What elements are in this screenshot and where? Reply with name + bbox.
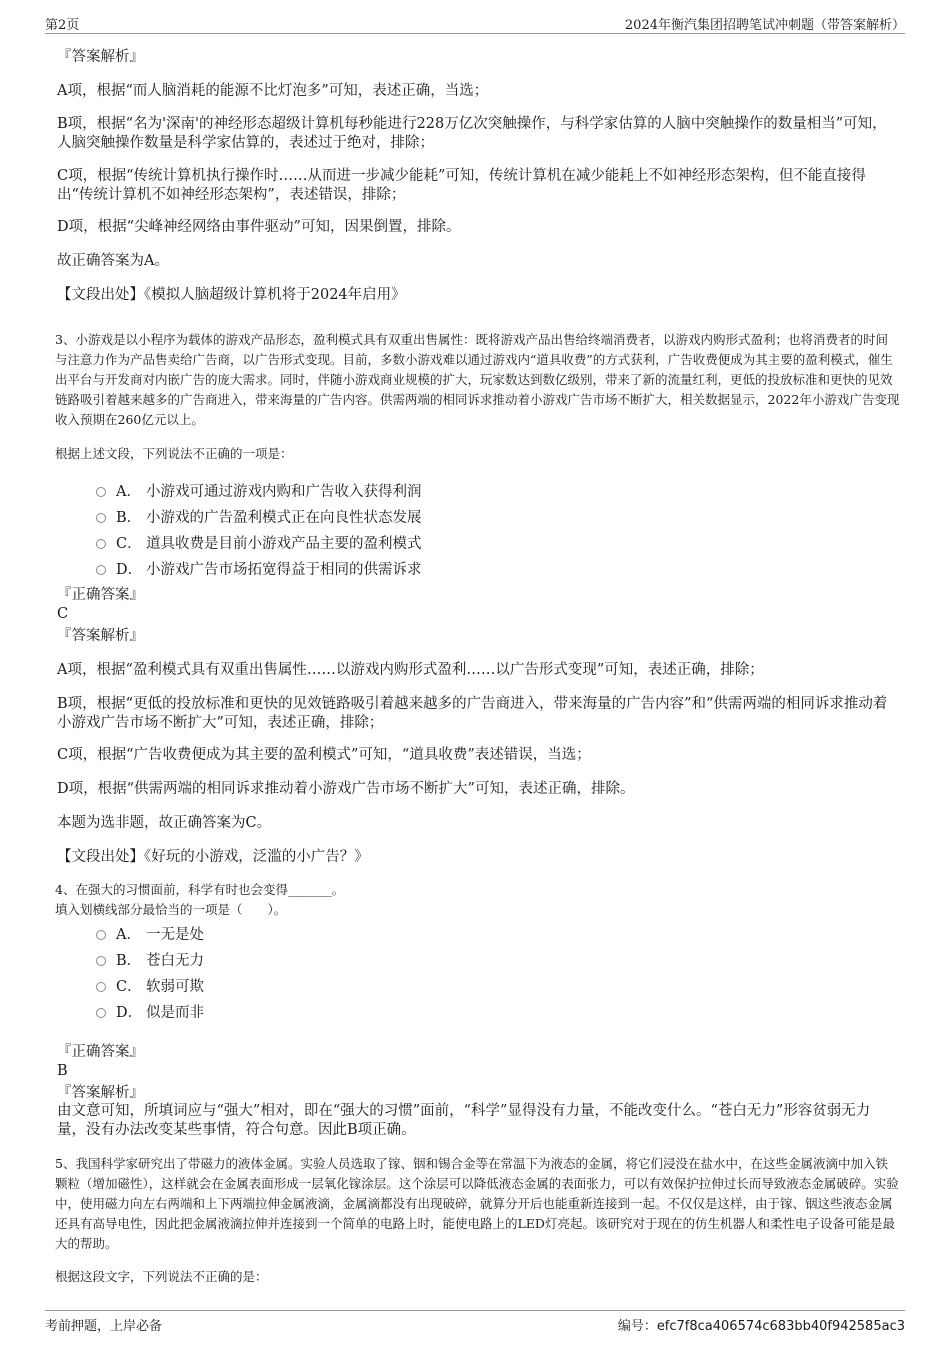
q4-option-c[interactable] (96, 974, 204, 996)
option-letter: D． (116, 561, 143, 578)
q4-answer: B (57, 1063, 68, 1079)
page-footer (45, 1310, 905, 1336)
document-code: 编号：efc7f8ca406574c683bb40f942585ac3 (617, 1319, 905, 1334)
q3-answer: C (57, 606, 69, 622)
q2-analysis-b: B项，根据“名为'深南'的神经形态超级计算机每秒能进行228万亿次突触操作，与科学家估算的人脑中突触操作的数量相当”可知，人脑突触操作数量是科学家估算的，表述过于绝对，排除； (57, 116, 887, 151)
radio-icon[interactable] (96, 565, 106, 575)
option-letter: A． (116, 483, 141, 500)
q2-source: 【文段出处】《模拟人脑超级计算机将于2024年启用》 (57, 287, 406, 303)
q3-option-a[interactable] (96, 479, 422, 501)
document-title: 2024年衡汽集团招聘笔试冲刺题（带答案解析） (624, 18, 905, 33)
radio-icon[interactable] (96, 539, 106, 549)
radio-icon[interactable] (96, 956, 106, 966)
option-letter: C． (116, 978, 142, 995)
q3-option-d[interactable] (96, 557, 422, 579)
q3-conclusion: 本题为选非题，故正确答案为C。 (57, 815, 272, 831)
option-text: 小游戏广告市场拓宽得益于相同的供需诉求 (146, 561, 422, 578)
q5-stem: 5、我国科学家研究出了带磁力的液体金属。实验人员选取了镓、铟和锡合金等在常温下为液态的金属，将它们浸没在盐水中，在这些金属液滴中加入铁颗粒（增加磁性），这样就会在金属表面形成一层氧化镓涂层。这个涂层可以降低液态金属的表面张力，可以有效保护拉伸过长而导致液态金属破碎。实验中，使用磁力向左右两端和上下两端拉伸金属液滴，金属滴都没有出现破碎，就算分开后也能重新连接到一起。不仅仅是这样，由于镓、铟这些液态金属还具有高导电性，因此把金属液滴拉伸并连接到一个简单的电路上时，能使电路上的LED灯亮起。该研究对于现在的仿生机器人和柔性电子设备可能是最大的帮助。 (55, 1156, 899, 1251)
q3-source: 【文段出处】《好玩的小游戏，泛滥的小广告？》 (57, 849, 369, 865)
q2-analysis-a: A项，根据“而人脑消耗的能源不比灯泡多”可知，表述正确，当选； (57, 83, 489, 99)
q4-option-d[interactable] (96, 1000, 204, 1022)
q3-analysis-c: C项，根据“广告收费便成为其主要的盈利模式”可知，“道具收费”表述错误，当选； (57, 747, 591, 763)
q2-analysis-d: D项，根据“尖峰神经网络由事件驱动”可知，因果倒置，排除。 (57, 219, 461, 235)
option-letter: D． (116, 1004, 143, 1021)
q4-answer-label: 『正确答案』 (57, 1044, 144, 1060)
q3-analysis-d: D项，根据“供需两端的相同诉求推动着小游戏广告市场不断扩大”可知，表述正确，排除。 (57, 781, 635, 797)
option-letter: B． (116, 952, 142, 969)
q3-analysis-b: B项，根据“更低的投放标准和更快的见效链路吸引着越来越多的广告商进入，带来海量的广告内容”和“供需两端的相同诉求推动着小游戏广告市场不断扩大”可知，表述正确，排除； (57, 696, 888, 731)
q3-analysis-label: 『答案解析』 (57, 628, 144, 644)
q4-option-b[interactable] (96, 948, 204, 970)
q3-option-b[interactable] (96, 505, 422, 527)
q2-conclusion: 故正确答案为A。 (57, 253, 169, 269)
option-text: 似是而非 (146, 1004, 204, 1021)
q3-stem: 3、小游戏是以小程序为载体的游戏产品形态，盈利模式具有双重出售属性：既将游戏产品出售给终端消费者，以游戏内购形式盈利；也将消费者的时间与注意力作为产品售卖给广告商，以广告形式变现。目前，多数小游戏难以通过游戏内“道具收费”的方式获利，广告收费便成为其主要的盈利模式，催生出平台与开发商对内嵌广告的庞大需求。同时，伴随小游戏商业规模的扩大，玩家数达到数亿级别，带来了新的流量红利，更低的投放标准和更快的见效链路吸引着越来越多的广告商进入，带来海量的广告内容。供需两端的相同诉求推动着小游戏广告市场不断扩大，相关数据显示，2022年小游戏广告变现收入预期在260亿元以上。 (55, 332, 900, 427)
q4-analysis-label: 『答案解析』 (57, 1085, 144, 1101)
radio-icon[interactable] (96, 1008, 106, 1018)
q2-analysis-label: 『答案解析』 (57, 49, 144, 65)
footer-slogan: 考前押题，上岸必备 (45, 1319, 163, 1334)
option-letter: C． (116, 535, 142, 552)
q4-prompt: 填入划横线部分最恰当的一项是（ ）。 (55, 902, 287, 917)
q3-option-c[interactable] (96, 531, 422, 553)
q4-stem: 4、在强大的习惯面前，科学有时也会变得_______。 (55, 882, 345, 897)
q3-analysis-a: A项，根据“盈利模式具有双重出售属性……以游戏内购形式盈利……以广告形式变现”可知，表述正确，排除； (57, 662, 764, 678)
q2-analysis-c: C项，根据“传统计算机执行操作时……从而进一步减少能耗”可知，传统计算机在减少能耗上不如神经形态架构，但不能直接得出“传统计算机不如神经形态架构”，表述错误，排除； (57, 168, 866, 203)
option-text: 软弱可欺 (146, 978, 204, 995)
option-text: 一无是处 (146, 926, 204, 943)
option-text: 小游戏的广告盈利模式正在向良性状态发展 (146, 509, 422, 526)
option-text: 苍白无力 (146, 952, 204, 969)
page-header (45, 12, 905, 34)
q4-option-a[interactable] (96, 922, 204, 944)
radio-icon[interactable] (96, 487, 106, 497)
option-letter: B． (116, 509, 142, 526)
radio-icon[interactable] (96, 982, 106, 992)
q4-analysis: 由文意可知，所填词应与“强大”相对，即在“强大的习惯”面前，“科学”显得没有力量，不能改变什么。“苍白无力”形容贫弱无力量，没有办法改变某些事情，符合句意。因此B项正确。 (57, 1103, 871, 1138)
q3-answer-label: 『正确答案』 (57, 587, 144, 603)
page-number: 第2页 (45, 18, 80, 33)
radio-icon[interactable] (96, 930, 106, 940)
radio-icon[interactable] (96, 513, 106, 523)
q5-prompt: 根据这段文字，下列说法不正确的是： (55, 1269, 268, 1284)
option-letter: A． (116, 926, 141, 943)
q3-prompt: 根据上述文段，下列说法不正确的一项是： (55, 446, 293, 461)
option-text: 小游戏可通过游戏内购和广告收入获得利润 (146, 483, 422, 500)
option-text: 道具收费是目前小游戏产品主要的盈利模式 (146, 535, 422, 552)
